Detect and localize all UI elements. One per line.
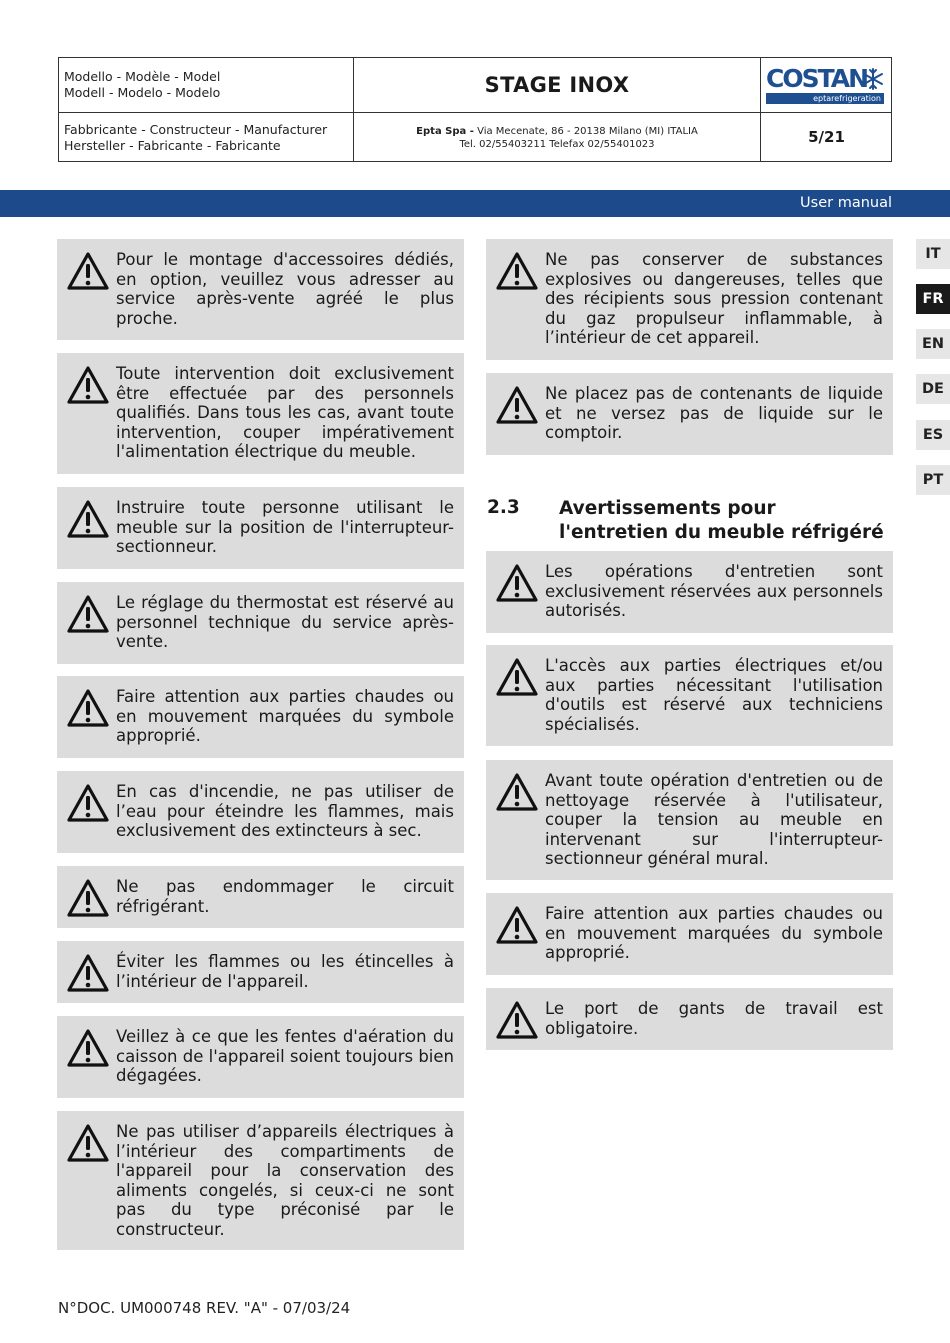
- header-table: [58, 57, 892, 162]
- divider: [59, 112, 891, 113]
- warning-triangle-icon: [66, 594, 110, 634]
- warning-text: L'accès aux parties électriques et/ou aux parties nécessitant l'utilisation d'outils est réservé aux techniciens spécialisés.: [545, 656, 883, 734]
- warning-text: Faire attention aux parties chaudes ou en mouvement marquées du symbole approprié.: [545, 904, 883, 963]
- warning-triangle-icon: [66, 251, 110, 291]
- warning-box: [57, 1016, 464, 1098]
- warning-triangle-icon: [495, 385, 539, 425]
- warning-box: [486, 551, 893, 633]
- lang-tab-en[interactable]: EN: [916, 329, 950, 359]
- warning-box: [57, 771, 464, 853]
- warning-box: [486, 373, 893, 455]
- warning-box: [57, 676, 464, 758]
- warning-text: Ne pas conserver de substances explosives ou dangereuses, telles que des récipients sous pression contenant du gaz propulseur inflammable, à l’intérieur de cet appareil.: [545, 250, 883, 348]
- logo-subtitle: eptarefrigeration: [766, 93, 884, 104]
- page-number: 5/21: [808, 128, 845, 146]
- warning-triangle-icon: [66, 1028, 110, 1068]
- model-label-line: Modello - Modèle - Model: [64, 69, 221, 84]
- document-title: STAGE INOX: [484, 73, 630, 97]
- warning-triangle-icon: [495, 657, 539, 697]
- warning-triangle-icon: [495, 251, 539, 291]
- banner-label: User manual: [800, 195, 892, 211]
- warning-triangle-icon: [66, 783, 110, 823]
- warning-text: Les opérations d'entretien sont exclusivement réservées aux personnels autorisés.: [545, 562, 883, 621]
- manufacturer-label-line: Fabbricante - Constructeur - Manufacturer: [64, 122, 328, 137]
- warning-text: Le port de gants de travail est obligatoire.: [545, 999, 883, 1038]
- warning-text: En cas d'incendie, ne pas utiliser de l’eau pour éteindre les flammes, mais exclusivement des extincteurs à sec.: [116, 782, 454, 841]
- warning-triangle-icon: [66, 365, 110, 405]
- warning-box: [57, 353, 464, 474]
- warning-box: [486, 645, 893, 746]
- costan-logo: [766, 66, 884, 106]
- address-text: Via Mecenate, 86 - 20138 Milano (MI) ITALIA: [473, 126, 698, 137]
- logo-wordmark: COSTAN: [766, 64, 867, 93]
- lang-tab-de[interactable]: DE: [916, 374, 950, 404]
- warning-text: Faire attention aux parties chaudes ou en mouvement marquées du symbole approprié.: [116, 687, 454, 746]
- manufacturer-label: [59, 122, 353, 154]
- warning-text: Avant toute opération d'entretien ou de nettoyage réservée à l'utilisateur, couper la tension au meuble en intervenant sur l'interrupteur-sectionneur général mural.: [545, 771, 883, 869]
- warning-text: Ne placez pas de contenants de liquide et ne versez pas de liquide sur le comptoir.: [545, 384, 883, 443]
- warning-text: Ne pas endommager le circuit réfrigérant.: [116, 877, 454, 916]
- warning-box: [486, 893, 893, 975]
- warning-box: [57, 487, 464, 569]
- warning-triangle-icon: [66, 499, 110, 539]
- warning-box: [486, 988, 893, 1050]
- lang-tab-it[interactable]: IT: [916, 239, 950, 269]
- warning-triangle-icon: [66, 688, 110, 728]
- warning-box: [57, 582, 464, 664]
- warning-text: Instruire toute personne utilisant le meuble sur la position de l'interrupteur-sectionneur.: [116, 498, 454, 557]
- warning-box: [57, 1111, 464, 1250]
- warning-box: [486, 760, 893, 880]
- warning-triangle-icon: [66, 878, 110, 918]
- manufacturer-label-line: Hersteller - Fabricante - Fabricante: [64, 138, 281, 153]
- section-title: Avertissements pour l'entretien du meuble réfrigéré: [559, 498, 884, 543]
- lang-tab-fr[interactable]: FR: [916, 284, 950, 314]
- company-address: [354, 125, 760, 151]
- model-label-line: Modell - Modelo - Modelo: [64, 85, 221, 100]
- warning-box: [486, 239, 893, 360]
- warning-triangle-icon: [495, 772, 539, 812]
- document-reference: N°DOC. UM000748 REV. "A" - 07/03/24: [58, 1299, 351, 1317]
- manual-banner: [0, 190, 950, 217]
- company-name: Epta Spa -: [416, 126, 474, 137]
- warning-triangle-icon: [66, 1123, 110, 1163]
- warning-text: Pour le montage d'accessoires dédiés, en option, veuillez vous adresser au service après-vente agréé le plus proche.: [116, 250, 454, 328]
- warning-box: [57, 941, 464, 1003]
- warning-text: Toute intervention doit exclusivement être effectuée par des personnels qualifiés. Dans tous les cas, avant toute intervention, couper impérativement l'alimentation électrique du meuble.: [116, 364, 454, 462]
- warning-box: [57, 866, 464, 928]
- warning-triangle-icon: [495, 563, 539, 603]
- warning-triangle-icon: [66, 953, 110, 993]
- warning-text: Éviter les flammes ou les étincelles à l’intérieur de l'appareil.: [116, 952, 454, 991]
- warning-triangle-icon: [495, 1000, 539, 1040]
- snowflake-icon: [862, 68, 884, 90]
- phone-text: Tel. 02/55403211 Telefax 02/55401023: [459, 139, 655, 150]
- warning-text: Ne pas utiliser d’appareils électriques à l’intérieur des compartiments de l'appareil pour la conservation des aliments congelés, si ceux-ci ne sont pas du type préconisé par le constructeur.: [116, 1122, 454, 1239]
- warning-box: [57, 239, 464, 340]
- section-number: 2.3: [487, 497, 520, 518]
- warning-text: Le réglage du thermostat est réservé au personnel technique du service après-vente.: [116, 593, 454, 652]
- lang-tab-pt[interactable]: PT: [916, 465, 950, 495]
- lang-tab-es[interactable]: ES: [916, 420, 950, 450]
- warning-text: Veillez à ce que les fentes d'aération du caisson de l'appareil soient toujours bien dégagées.: [116, 1027, 454, 1086]
- model-label: [59, 69, 353, 101]
- warning-triangle-icon: [495, 905, 539, 945]
